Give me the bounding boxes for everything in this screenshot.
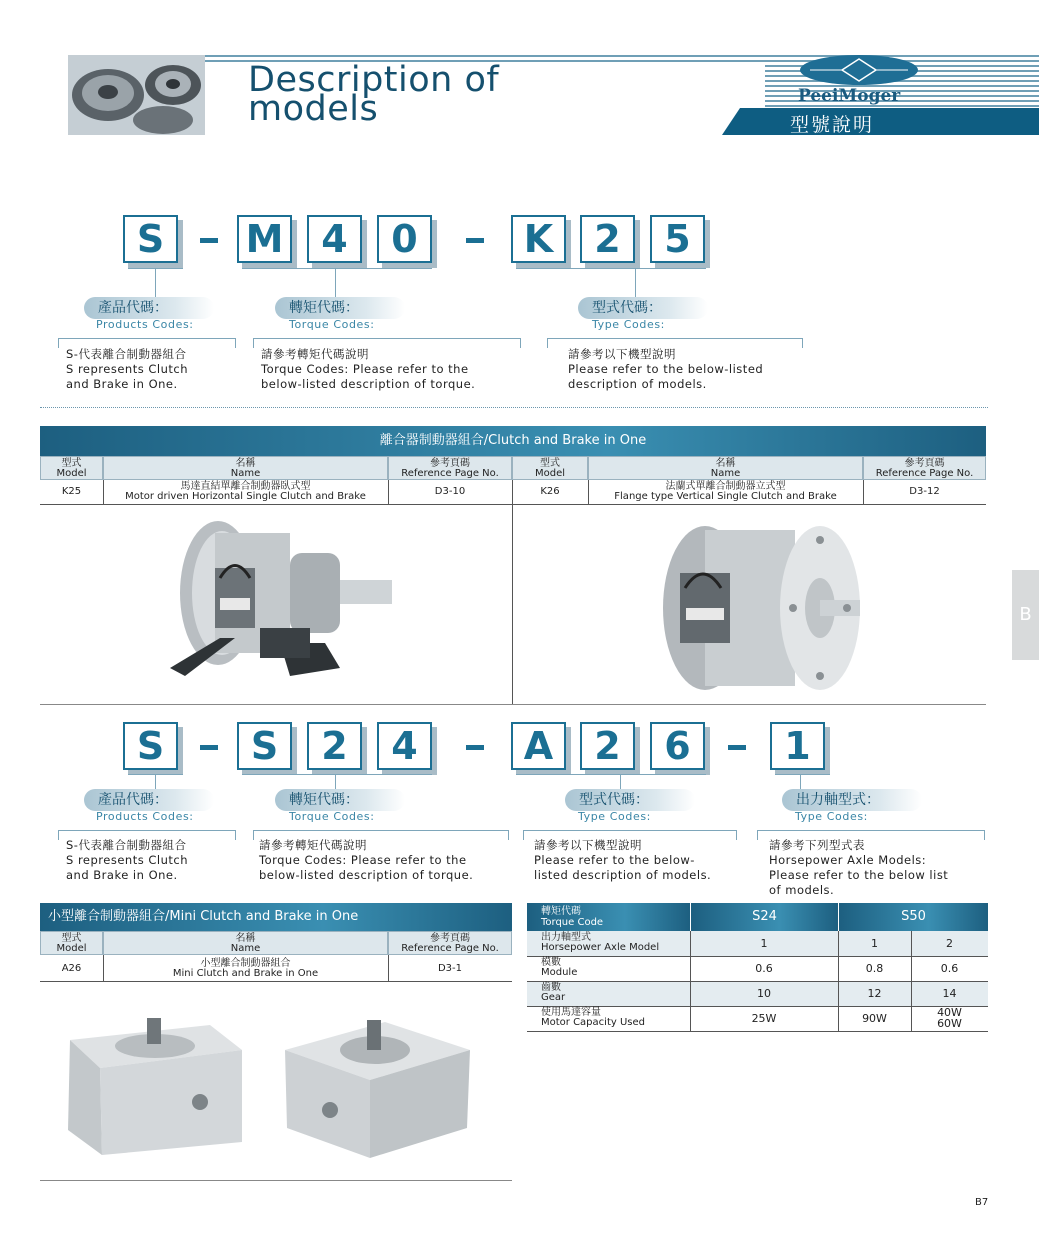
- code-letter: K: [511, 215, 566, 263]
- brand-logo: [800, 55, 918, 85]
- type-code-en: Type Codes:: [592, 318, 665, 331]
- name-cell: 馬達直結單離合制動器臥式型 Motor driven Horizontal Single Clutch and Brake: [125, 481, 366, 502]
- spec-value: 0.8: [865, 962, 884, 975]
- spec-value: 10: [757, 987, 771, 1000]
- code-letter: 5: [650, 215, 705, 263]
- table-rule: [40, 704, 986, 705]
- code-dash: [200, 745, 218, 750]
- model-cell: K25: [61, 486, 82, 497]
- code-letter: S: [123, 215, 178, 263]
- spec-value: 0.6: [940, 962, 959, 975]
- code-letter: 2: [307, 722, 362, 770]
- name-cell: 小型離合制動器組合 Mini Clutch and Brake in One: [172, 958, 319, 979]
- products-code-label: 產品代碼：: [84, 789, 214, 811]
- code-letter: 2: [580, 722, 635, 770]
- mini-clutch-image-2: [275, 1010, 475, 1160]
- type-code-desc: 請參考以下機型說明 Please refer to the below-listed description of models.: [568, 347, 764, 391]
- page-number: B7: [975, 1197, 989, 1208]
- table-rule: [388, 955, 389, 981]
- connector: [620, 774, 621, 790]
- code-letter: S: [123, 722, 178, 770]
- axle-code-desc: 請參考下列型式表 Horsepower Axle Models: Please refer to the below list of models.: [769, 838, 949, 897]
- section-tab: B: [1012, 570, 1039, 660]
- col-model: 型式 Model: [40, 931, 103, 955]
- torque-code-desc: 請參考轉矩代碼說明 Torque Codes: Please refer to the below-listed description of torque.: [261, 347, 476, 391]
- code-letter: 0: [377, 215, 432, 263]
- code-letter: A: [511, 722, 566, 770]
- col-ref: 參考頁碼 Reference Page No.: [388, 931, 512, 955]
- type-code-label: 型式代碼：: [578, 297, 708, 319]
- mini-clutch-image-1: [60, 1010, 250, 1160]
- connector: [516, 268, 706, 269]
- torque-code-en: Torque Codes:: [289, 810, 375, 823]
- connector: [335, 774, 336, 790]
- name-cell: 法蘭式單離合制動器立式型 Flange type Vertical Single Clutch and Brake: [614, 481, 837, 502]
- code-letter: 1: [770, 722, 825, 770]
- table-rule: [103, 955, 104, 981]
- torque-code-desc: 請參考轉矩代碼說明 Torque Codes: Please refer to the below-listed description of torque.: [259, 838, 474, 882]
- header-band: [722, 108, 1039, 135]
- header-product-photo: [68, 55, 205, 135]
- table-rule: [103, 480, 104, 504]
- table-rule: [40, 504, 986, 505]
- products-code-desc: S-代表離合制動器組合 S represents Clutch and Brake in One.: [66, 347, 189, 391]
- spec-value: 1: [871, 937, 878, 950]
- spec-label: 出力軸型式 Horsepower Axle Model: [541, 932, 660, 953]
- spec-value: 25W: [751, 1012, 777, 1025]
- page-title: [248, 60, 500, 129]
- col-ref: 參考頁碼 Reference Page No.: [388, 456, 512, 480]
- table-rule: [588, 480, 589, 504]
- table-rule: [527, 956, 988, 957]
- spec-value: 2: [946, 937, 953, 950]
- spec-value: 40W 60W: [937, 1006, 962, 1030]
- spec-header-torque: 轉矩代碼 Torque Code: [527, 903, 690, 931]
- spec-value: 14: [942, 987, 957, 1000]
- k25-product-image: [160, 518, 400, 688]
- code-letter: M: [237, 215, 292, 263]
- col-name: 名稱 Name: [103, 456, 388, 480]
- spec-header-s50: S50: [838, 903, 988, 931]
- connector: [155, 774, 156, 790]
- type-code-en: Type Codes:: [578, 810, 651, 823]
- code-letter: 4: [307, 215, 362, 263]
- col-name: 名稱 Name: [588, 456, 863, 480]
- spec-label: 齒數 Gear: [541, 982, 566, 1003]
- model-cell: K26: [540, 486, 560, 497]
- k26-product-image: [650, 518, 865, 696]
- products-code-en: Products Codes:: [96, 318, 194, 331]
- col-model: 型式 Model: [40, 456, 103, 480]
- products-code-en: Products Codes:: [96, 810, 194, 823]
- connector: [800, 774, 801, 790]
- spec-value: 90W: [862, 1012, 887, 1025]
- products-code-desc: S-代表離合制動器組合 S represents Clutch and Brake in One.: [66, 838, 189, 882]
- type-code-label: 型式代碼：: [565, 789, 695, 811]
- products-code-label: 產品代碼：: [84, 297, 214, 319]
- axle-code-en: Type Codes:: [795, 810, 868, 823]
- spec-header-s24: S24: [690, 903, 838, 931]
- torque-code-label: 轉矩代碼：: [275, 789, 405, 811]
- connector: [155, 268, 156, 298]
- code-letter: S: [237, 722, 292, 770]
- torque-code-label: 轉矩代碼：: [275, 297, 405, 319]
- axle-code-label: 出力軸型式：: [782, 789, 922, 811]
- table2-title: 小型離合制動器組合/Mini Clutch and Brake in One: [40, 903, 512, 931]
- connector: [242, 268, 432, 269]
- ref-cell: D3-10: [434, 486, 466, 497]
- torque-code-en: Torque Codes:: [289, 318, 375, 331]
- table-rule: [527, 981, 988, 982]
- ref-cell: D3-12: [909, 486, 940, 497]
- code-letter: 4: [377, 722, 432, 770]
- connector: [516, 774, 706, 775]
- table-rule: [40, 1180, 512, 1181]
- col-ref: 參考頁碼 Reference Page No.: [863, 456, 986, 480]
- type-code-desc: 請參考以下機型說明 Please refer to the below- listed description of models.: [534, 838, 712, 882]
- title-line1: Description of: [248, 60, 500, 100]
- code-dash: [200, 238, 218, 243]
- spec-value: 0.6: [755, 962, 773, 975]
- connector: [242, 774, 432, 775]
- table-rule: [40, 981, 512, 982]
- code-letter: 2: [580, 215, 635, 263]
- connector: [335, 268, 336, 298]
- table-rule: [527, 1031, 988, 1032]
- code-dash: [728, 745, 746, 750]
- table-rule: [863, 480, 864, 504]
- spec-value: 1: [760, 937, 768, 950]
- model-cell: A26: [61, 963, 82, 974]
- spec-label: 模數 Module: [541, 957, 578, 978]
- spec-label: 使用馬達容量 Motor Capacity Used: [541, 1007, 645, 1028]
- title-chinese: 型號說明: [790, 114, 875, 136]
- spec-value: 12: [867, 987, 882, 1000]
- code-letter: 6: [650, 722, 705, 770]
- connector: [775, 774, 830, 775]
- title-line2: models: [248, 89, 379, 129]
- code-dash: [466, 238, 484, 243]
- table-rule: [388, 480, 389, 504]
- table-rule: [512, 480, 513, 704]
- table1-title: 離合器制動器組合/Clutch and Brake in One: [40, 426, 986, 456]
- connector: [635, 268, 636, 298]
- code-dash: [466, 745, 484, 750]
- section-divider: [40, 407, 988, 408]
- col-name: 名稱 Name: [103, 931, 388, 955]
- brand-name: PeeiMoger: [798, 86, 901, 106]
- ref-cell: D3-1: [437, 963, 463, 974]
- col-model: 型式 Model: [512, 456, 588, 480]
